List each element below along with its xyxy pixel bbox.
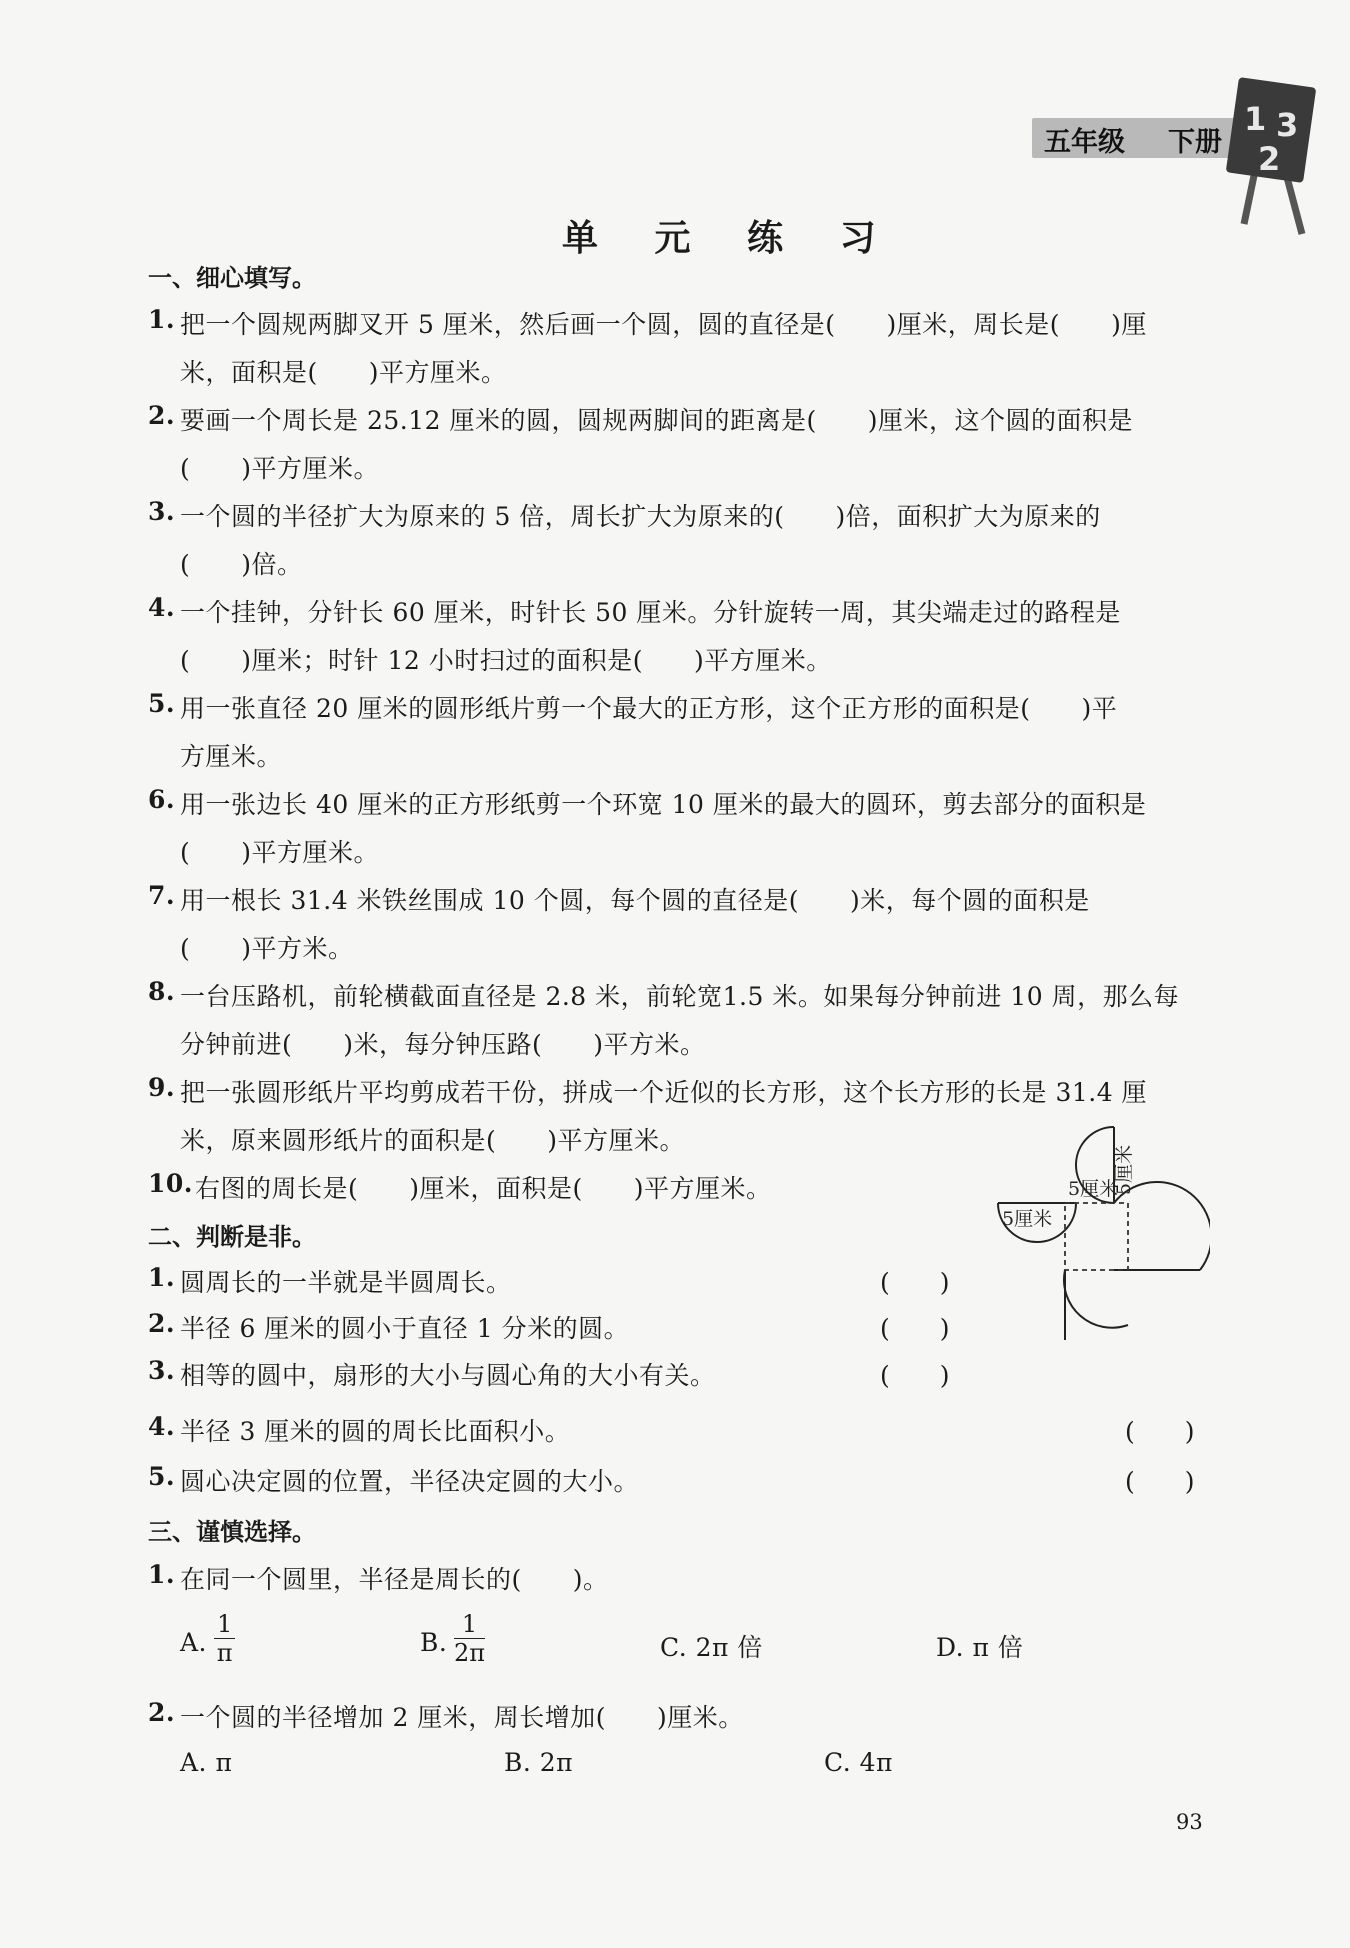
question-text: 方厘米。	[180, 742, 283, 771]
question-number: 2.	[148, 1309, 176, 1338]
question-number: 4.	[148, 1412, 176, 1441]
question-number: 5.	[148, 1462, 176, 1491]
question-number: 6.	[148, 785, 176, 814]
question-text: 一台压路机，前轮横截面直径是 2.8 米，前轮宽1.5 米。如果每分钟前进 10 周，那么每	[180, 982, 1180, 1011]
question-text: 米，原来圆形纸片的面积是( )平方厘米。	[180, 1126, 686, 1155]
question-number: 4.	[148, 593, 176, 622]
question-number: 1.	[148, 305, 176, 334]
section-heading-judge: 二、判断是非。	[148, 1223, 316, 1251]
question-text: 半径 3 厘米的圆的周长比面积小。	[180, 1417, 571, 1446]
question-text: 圆周长的一半就是半圆周长。	[180, 1268, 512, 1297]
option-a[interactable]: A. π	[180, 1748, 233, 1777]
question-text: 一个圆的半径增加 2 厘米，周长增加( )厘米。	[180, 1703, 744, 1732]
question-text: 在同一个圆里，半径是周长的( )。	[180, 1565, 609, 1594]
question-text: 把一张圆形纸片平均剪成若干份，拼成一个近似的长方形，这个长方形的长是 31.4 厘	[180, 1078, 1148, 1107]
question-text: 相等的圆中，扇形的大小与圆心角的大小有关。	[180, 1361, 716, 1390]
option-b[interactable]: B. 2π	[504, 1748, 574, 1777]
answer-blank[interactable]: ( )	[1125, 1467, 1195, 1496]
figure-label-vertical: 5厘米	[1113, 1144, 1135, 1195]
question-text: ( )厘米；时针 12 小时扫过的面积是( )平方厘米。	[180, 646, 832, 675]
question-text: 一个挂钟，分针长 60 厘米，时针长 50 厘米。分针旋转一周，其尖端走过的路程是	[180, 598, 1121, 627]
question-text: 圆心决定圆的位置，半径决定圆的大小。	[180, 1467, 640, 1496]
question-text: 用一张边长 40 厘米的正方形纸剪一个环宽 10 厘米的最大的圆环，剪去部分的面积是	[180, 790, 1147, 819]
question-text: 用一张直径 20 厘米的圆形纸片剪一个最大的正方形，这个正方形的面积是( )平	[180, 694, 1118, 723]
question-text: 用一根长 31.4 米铁丝围成 10 个圆，每个圆的直径是( )米，每个圆的面积是	[180, 886, 1090, 915]
option-d[interactable]: D. π 倍	[936, 1633, 1024, 1662]
question-number: 3.	[148, 497, 176, 526]
question-number: 9.	[148, 1073, 176, 1102]
question-text: 要画一个周长是 25.12 厘米的圆，圆规两脚间的距离是( )厘米，这个圆的面积是	[180, 406, 1133, 435]
question-text: ( )倍。	[180, 550, 303, 579]
question-number: 2.	[148, 401, 176, 430]
question-text: 把一个圆规两脚叉开 5 厘米，然后画一个圆，圆的直径是( )厘米，周长是( )厘	[180, 310, 1147, 339]
page-title: 单 元 练 习	[562, 218, 898, 259]
question-text: ( )平方厘米。	[180, 454, 380, 483]
question-number: 8.	[148, 977, 176, 1006]
volume-label: 下册	[1168, 127, 1222, 158]
question-text: ( )平方厘米。	[180, 838, 380, 867]
question-text: 半径 6 厘米的圆小于直径 1 分米的圆。	[180, 1314, 630, 1343]
question-number: 3.	[148, 1356, 176, 1385]
question-text: 米，面积是( )平方厘米。	[180, 358, 507, 387]
figure-label-top: 5厘米	[1068, 1178, 1119, 1200]
logo-digit-1: 1	[1244, 100, 1267, 138]
grade-label: 五年级	[1044, 127, 1125, 158]
question-text: 分钟前进( )米，每分钟压路( )平方米。	[180, 1030, 706, 1059]
question-text: ( )平方米。	[180, 934, 354, 963]
answer-blank[interactable]: ( )	[880, 1361, 950, 1390]
logo-digit-3: 3	[1276, 106, 1299, 144]
option-c[interactable]: C. 2π 倍	[660, 1633, 763, 1662]
option-b-label[interactable]: B.	[420, 1628, 448, 1657]
figure-label-left: 5厘米	[1002, 1208, 1053, 1230]
answer-blank[interactable]: ( )	[880, 1314, 950, 1343]
option-a-fraction[interactable]: $\frac{1}{\pi}$	[214, 1610, 235, 1667]
logo-digit-2: 2	[1258, 140, 1281, 178]
pinwheel-figure	[990, 1125, 1210, 1350]
question-text: 一个圆的半径扩大为原来的 5 倍，周长扩大为原来的( )倍，面积扩大为原来的	[180, 502, 1101, 531]
option-a-label[interactable]: A.	[180, 1628, 208, 1657]
page-number: 93	[1176, 1810, 1203, 1834]
section-heading-fill: 一、细心填写。	[148, 264, 316, 292]
answer-blank[interactable]: ( )	[880, 1268, 950, 1297]
question-number: 5.	[148, 689, 176, 718]
answer-blank[interactable]: ( )	[1125, 1417, 1195, 1446]
question-number: 10.	[148, 1169, 193, 1198]
question-number: 1.	[148, 1560, 176, 1589]
question-number: 7.	[148, 881, 176, 910]
blackboard-logo-icon	[1218, 74, 1322, 238]
question-number: 1.	[148, 1263, 176, 1292]
option-b-fraction[interactable]: $\frac{1}{2\pi}$	[454, 1610, 486, 1667]
question-number: 2.	[148, 1698, 176, 1727]
question-text: 右图的周长是( )厘米，面积是( )平方厘米。	[195, 1174, 772, 1203]
option-c[interactable]: C. 4π	[824, 1748, 893, 1777]
section-heading-choice: 三、谨慎选择。	[148, 1518, 316, 1546]
